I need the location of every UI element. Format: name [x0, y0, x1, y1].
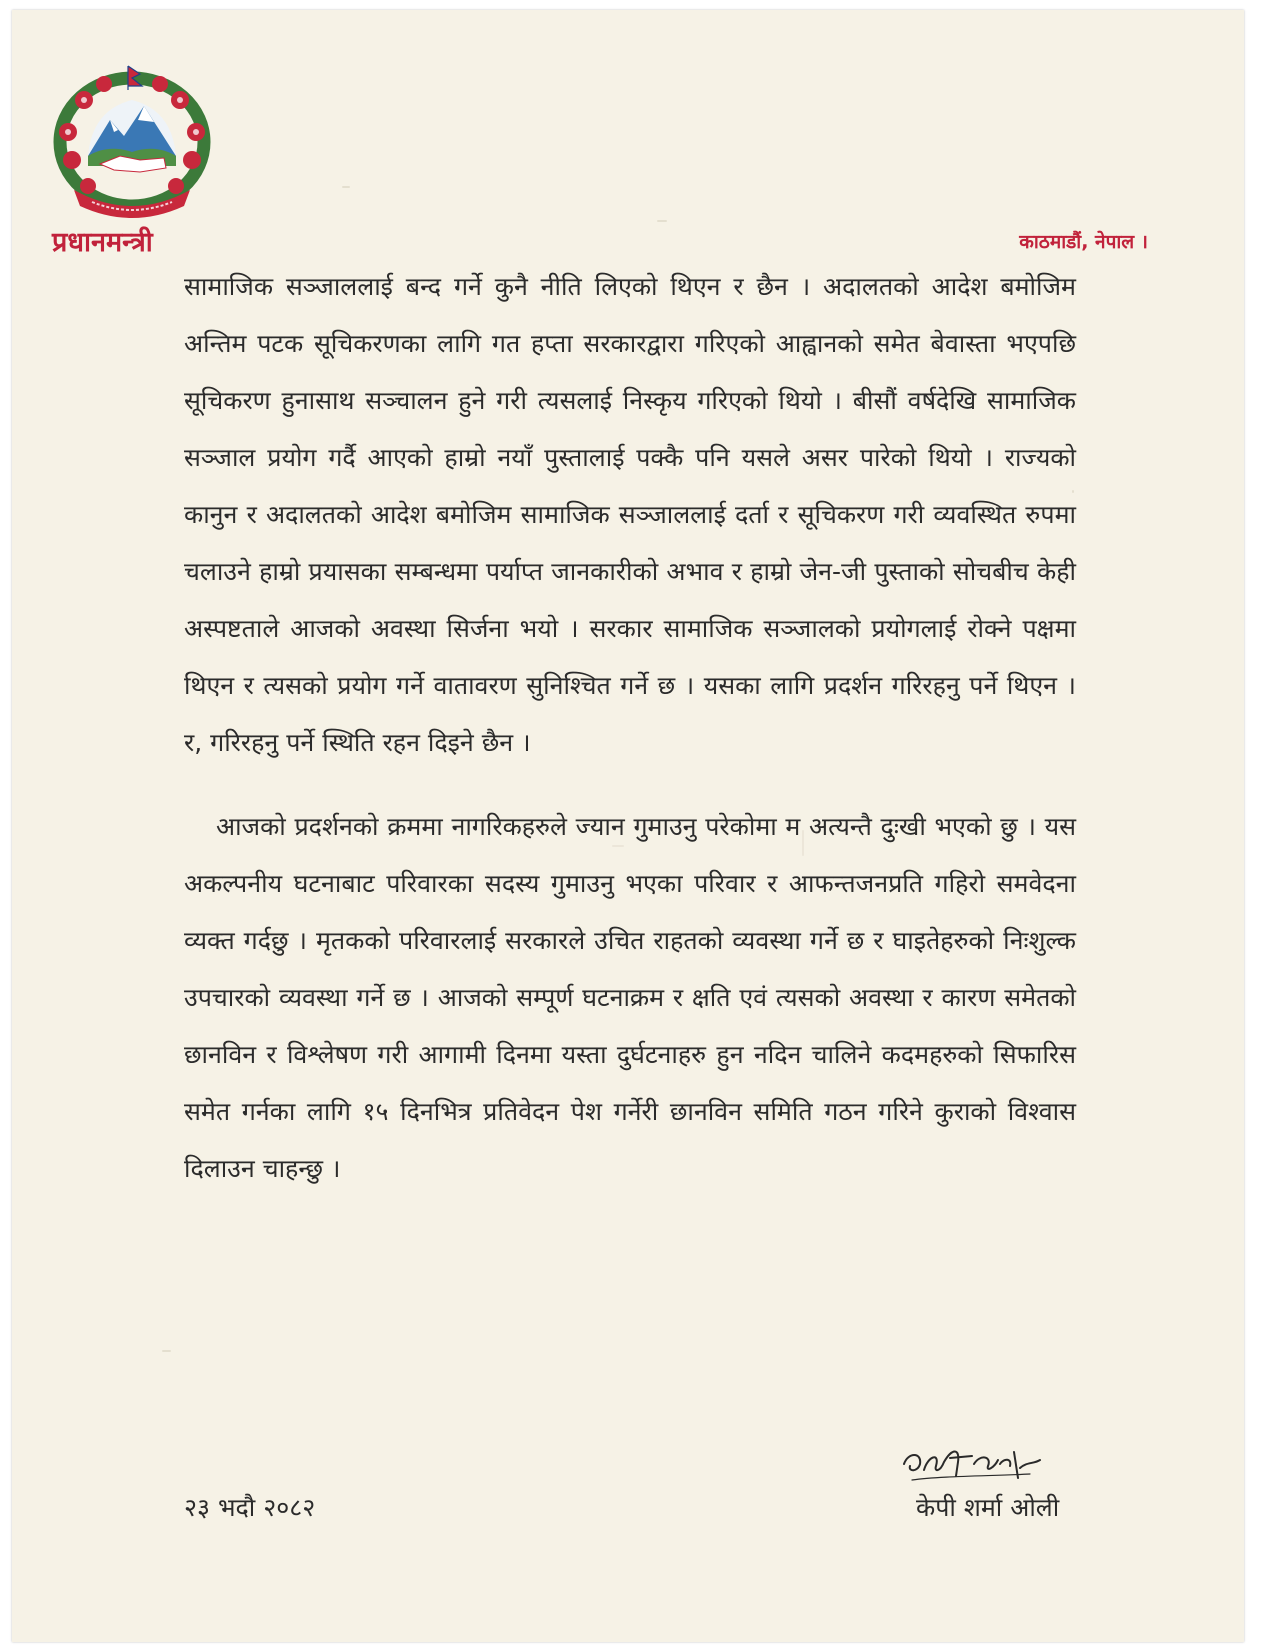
letter-date: २३ भदौ २०८२ [184, 1493, 316, 1522]
letter-paper [12, 10, 1244, 1642]
signature [900, 1442, 1050, 1486]
body-paragraph: आजको प्रदर्शनको क्रममा नागरिकहरुले ज्यान गुमाउनु परेकोमा म अत्यन्तै दुःखी भएको छु । यस अकल्पनीय घटनाबाट परिवारका सदस्य गुमाउनु भएका परिवार र आफन्तजनप्रति गहिरो समवेदना व्यक्त गर्दछु । मृतकको परिवारलाई सरकारले उचित राहतको व्यवस्था गर्ने छ र घाइतेहरुको निःशुल्क उपचारको व्यवस्था गर्ने छ । आजको सम्पूर्ण घटनाक्रम र क्षति एवं त्यसको अवस्था र कारण समेतको छानविन र विश्लेषण गरी आगामी दिनमा यस्ता दुर्घटनाहरु हुन नदिन चालिने कदमहरुको सिफारिस समेत गर्नका लागि १५ दिनभित्र प्रतिवेदन पेश गर्नेरी छानविन समिति गठन गरिने कुराको विश्वास दिलाउन चाहन्छु । [184, 812, 1076, 1183]
letter-body [184, 258, 1076, 1197]
paper-fiber [342, 186, 350, 188]
signatory-name: केपी शर्मा ओली [916, 1493, 1060, 1522]
paper-fiber [162, 1350, 171, 1352]
office-title: प्रधानमन्त्री [52, 227, 153, 258]
body-paragraph: सामाजिक सञ्जाललाई बन्द गर्ने कुनै नीति लिएको थिएन र छैन । अदालतको आदेश बमोजिम अन्तिम पटक सूचिकरणका लागि गत हप्ता सरकारद्वारा गरिएको आह्वानको समेत बेवास्ता भएपछि सूचिकरण हुनासाथ सञ्चालन हुने गरी त्यसलाई निस्कृय गरिएको थियो । बीसौं वर्षदेखि सामाजिक सञ्जाल प्रयोग गर्दै आएको हाम्रो नयाँ पुस्तालाई पक्कै पनि यसले असर पारेको थियो । राज्यको कानुन र अदालतको आदेश बमोजिम सामाजिक सञ्जाललाई दर्ता र सूचिकरण गरी व्यवस्थित रुपमा चलाउने हाम्रो प्रयासका सम्बन्धमा पर्याप्त जानकारीको अभाव र हाम्रो जेन-जी पुस्ताको सोचबीच केही अस्पष्टताले आजको अवस्था सिर्जना भयो । सरकार सामाजिक सञ्जालको प्रयोगलाई रोक्ने पक्षमा थिएन र त्यसको प्रयोग गर्ने वातावरण सुनिश्चित गर्ने छ । यसका लागि प्रदर्शन गरिरहनु पर्ने थिएन । र, गरिरहनु पर्ने स्थिति रहन दिइने छैन । [184, 272, 1076, 757]
location-line: काठमाडौं, नेपाल । [1019, 231, 1148, 253]
nepal-coat-of-arms-icon [48, 60, 216, 222]
paper-fiber [657, 220, 667, 222]
